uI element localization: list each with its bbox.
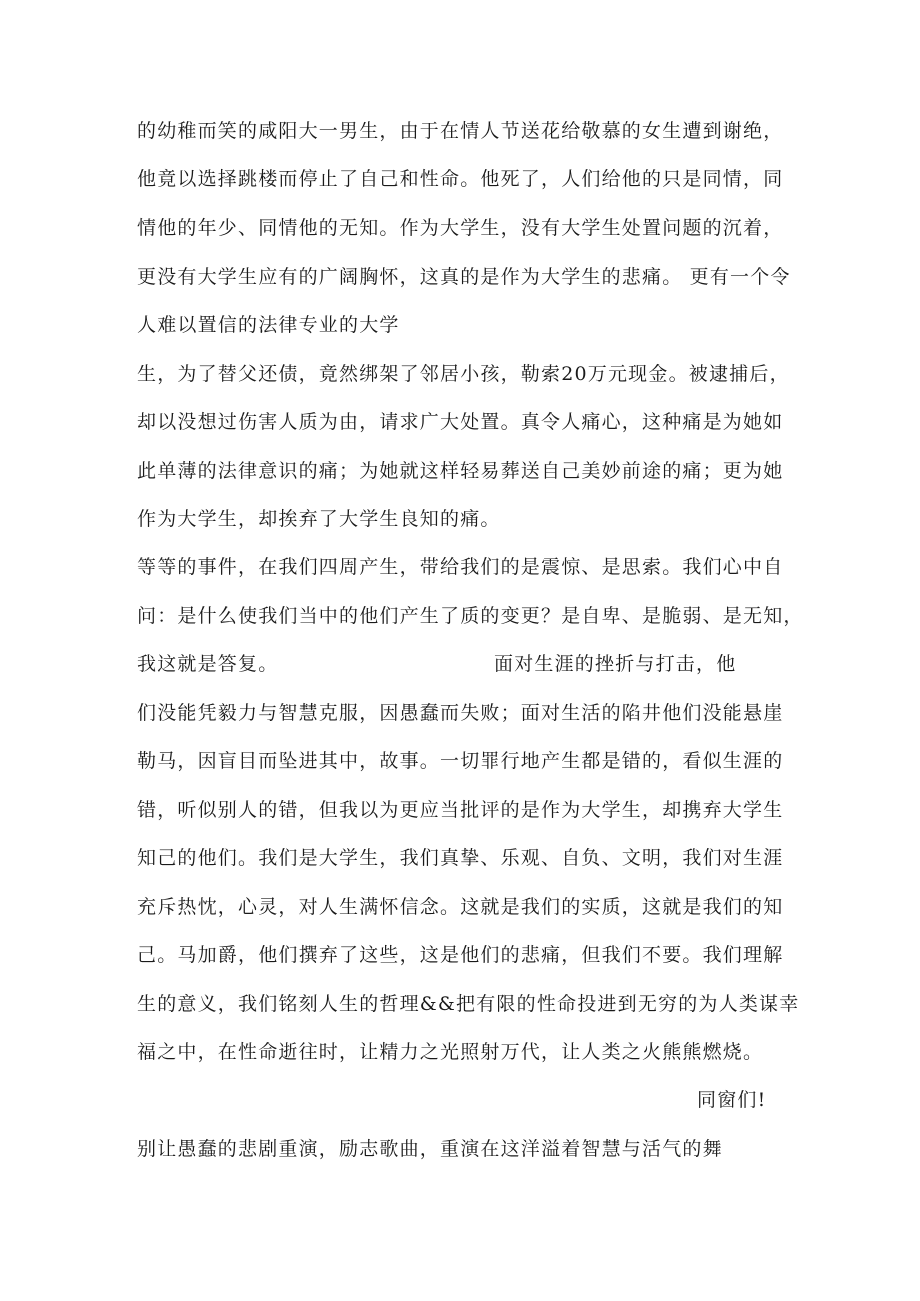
text-line: 生，为了替父还债，竟然绑架了邻居小孩，勒索20万元现金。被逮捕后，: [137, 363, 790, 385]
text-line: 别让愚蠢的悲剧重演，励志歌曲，重演在这洋溢着智慧与活气的舞: [137, 1138, 723, 1160]
text-line: 等等的事件，在我们四周产生，带给我们的是震惊、是思索。我们心中自: [137, 556, 784, 578]
text-line: 福之中，在性命逝往时，让精力之光照射万代，让人类之火熊熊燃烧。: [137, 1041, 764, 1063]
text-line: 面对生涯的挫折与打击，他: [494, 653, 737, 675]
text-line: 更没有大学生应有的广阔胸怀，这真的是作为大学生的悲痛。 更有一个令: [137, 266, 791, 288]
text-line: 们没能凭毅力与智慧克服，因愚蠢而失败；面对生活的陷井他们没能悬崖: [137, 702, 784, 724]
text-line: 充斥热忱，心灵，对人生满怀信念。这就是我们的实质，这就是我们的知: [137, 896, 784, 918]
text-line: 人难以置信的法律专业的大学: [137, 314, 400, 336]
text-line: 的幼稚而笑的咸阳大一男生，由于在情人节送花给敬慕的女生遭到谢绝，: [137, 120, 784, 142]
text-line: 错，听似别人的错，但我以为更应当批评的是作为大学生，却携弃大学生: [137, 799, 784, 821]
text-line: 我这就是答复。: [137, 653, 279, 675]
text-line: 却以没想过伤害人质为由，请求广大处置。真令人痛心，这种痛是为她如: [137, 411, 784, 433]
text-line: 勒马，因盲目而坠进其中，故事。一切罪行地产生都是错的，看似生涯的: [137, 750, 784, 772]
text-line: 知己的他们。我们是大学生，我们真挚、乐观、自负、文明，我们对生涯: [137, 847, 784, 869]
text-line: 作为大学生，却挨弃了大学生良知的痛。: [137, 508, 501, 530]
text-line: 他竟以选择跳楼而停止了自己和性命。他死了，人们给他的只是同情，同: [137, 168, 784, 190]
salutation: 同窗们!: [697, 1089, 767, 1111]
text-line: 此单薄的法律意识的痛；为她就这样轻易葬送自己美妙前途的痛；更为她: [137, 460, 784, 482]
text-line: 生的意义，我们铭刻人生的哲理&&把有限的性命投进到无穷的为人类谋幸: [137, 993, 800, 1015]
text-line: 情他的年少、同情他的无知。作为大学生，没有大学生处置问题的沉着，: [137, 217, 784, 239]
text-line: 己。马加爵，他们撰弃了这些，这是他们的悲痛，但我们不要。我们理解: [137, 944, 784, 966]
text-line: 问：是什么使我们当中的他们产生了质的变更？是自卑、是脆弱、是无知，: [137, 605, 804, 627]
